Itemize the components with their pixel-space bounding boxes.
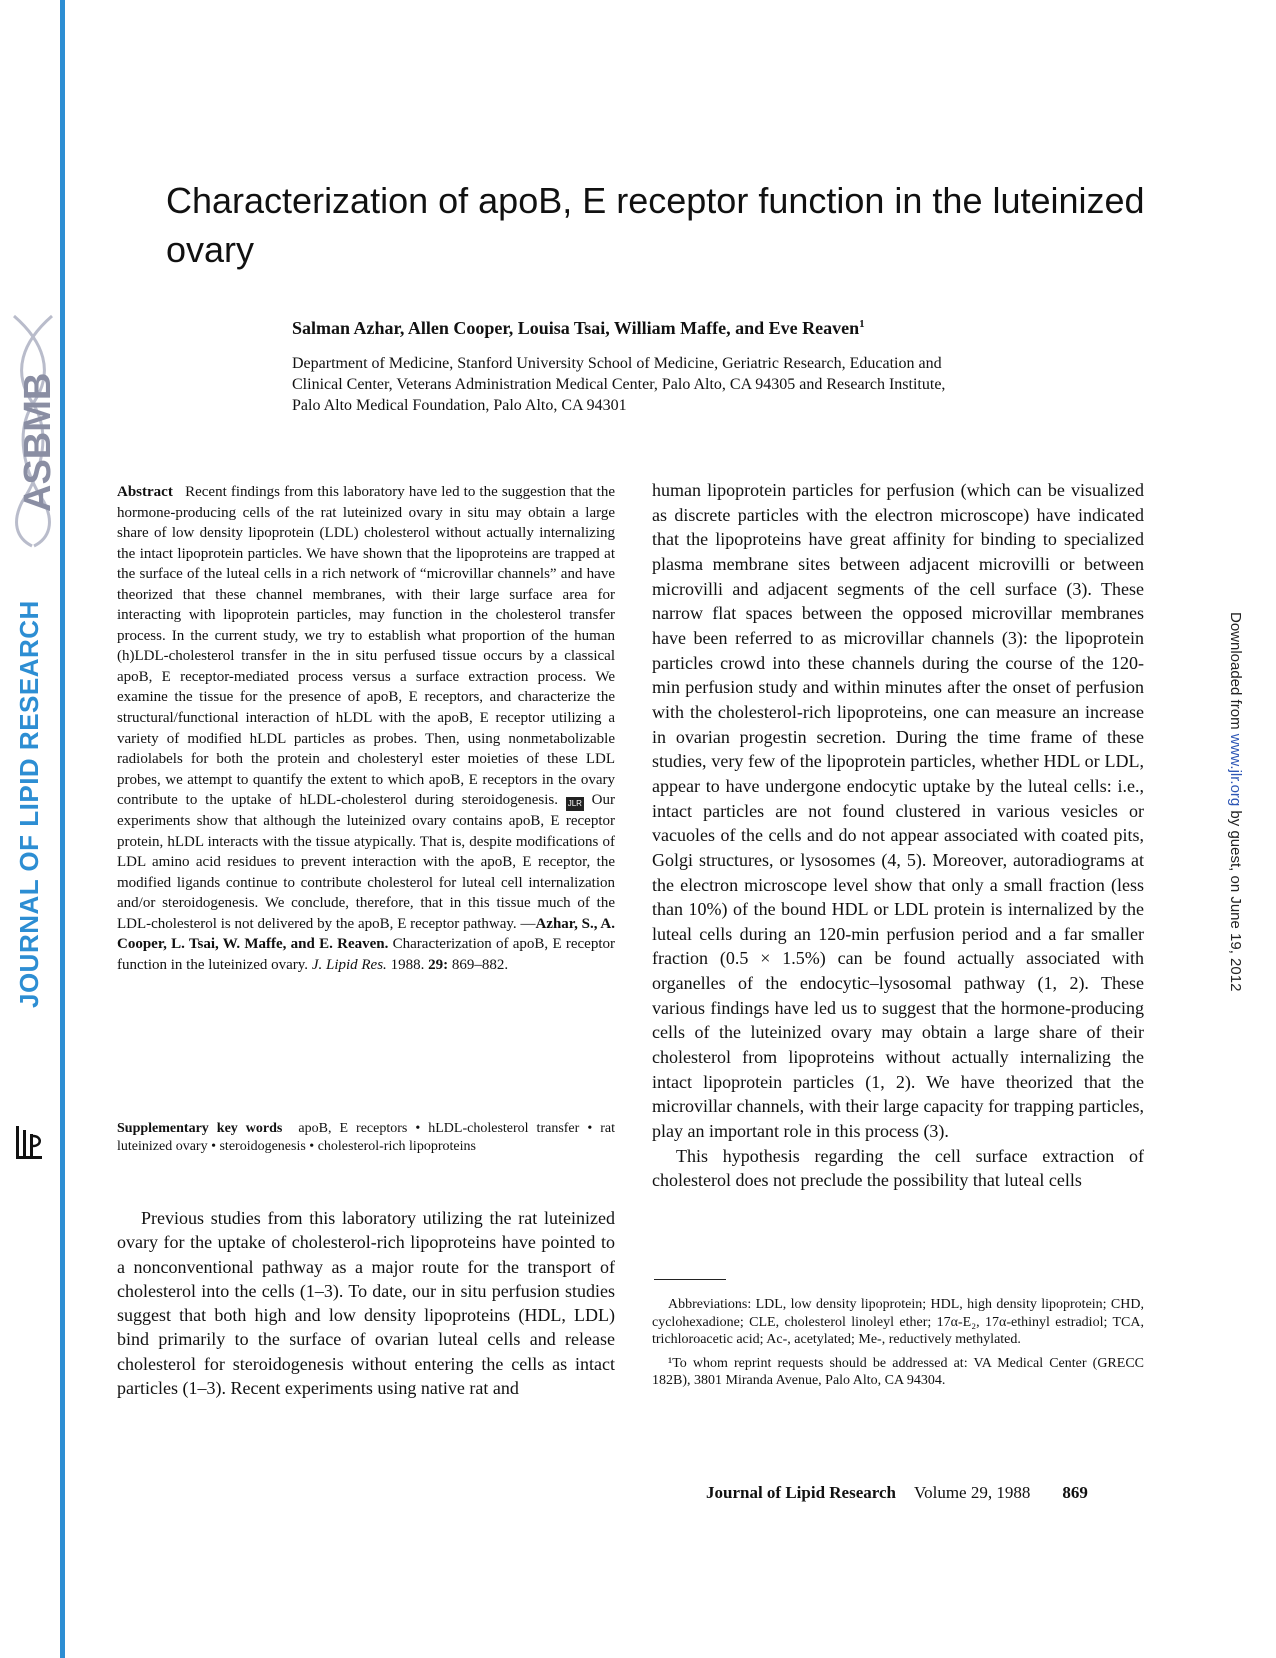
footer-journal: Journal of Lipid Research xyxy=(706,1483,897,1502)
download-prefix: Downloaded from xyxy=(1227,612,1244,734)
supplementary-keywords xyxy=(117,1120,615,1155)
affiliation-line-3: Palo Alto Medical Foundation, Palo Alto, CA 94301 xyxy=(292,397,627,414)
download-suffix: by guest, on June 19, 2012 xyxy=(1227,806,1244,992)
affiliation-line-2: Clinical Center, Veterans Administration Medical Center, Palo Alto, CA 94305 and Research Institute, xyxy=(292,376,946,393)
footnotes xyxy=(652,1296,1144,1396)
keywords-text: apoB, E receptors • hLDL-cholesterol transfer • rat luteinized ovary • steroidogenesis • cholesterol-rich lipoproteins xyxy=(117,1121,616,1154)
author-list xyxy=(292,318,865,339)
article-title: Characterization of apoB, E receptor function in the luteinized ovary xyxy=(166,180,1145,270)
authors-text: Salman Azhar, Allen Cooper, Louisa Tsai, William Maffe, and Eve Reaven xyxy=(292,318,860,338)
body-right-paragraph-1: human lipoprotein particles for perfusion (which can be visualized as discrete particles with the electron microscope) have indicated that the lipoproteins have great affinity for binding to specialized plasma membrane sites between adjacent microvilli or between microvilli and adjacent segments of the cell surface (3). These narrow flat spaces between the opposed microvillar membranes have been referred to as microvillar channels (3): the lipoprotein particles crowd into these channels during the course of the 120-min perfusion study and within minutes after the onset of perfusion with the cholesterol-rich lipoproteins, one can measure an increase in ovarian progestin secretion. During the time frame of these studies, very few of the lipoprotein particles, whether HDL or LDL, appear to have undergone endocytic uptake by the luteal cells: i.e., intact particles are not found clustered in various vesicles or vacuoles of the cells and do not appear associated with coated pits, Golgi structures, or lysosomes (4, 5). Moreover, autoradiograms at the electron microscope level show that only a small fraction (less than 10%) of the bound HDL or LDL protein is internalized by the luteal cells during an 120-min perfusion period and a far smaller fraction (0.5 × 1.5%) can be found actually associated with organelles of the endocytic–lysosomal pathway (1, 2). These various findings have led us to suggest that the hormone-producing cells of the luteinized ovary may obtain a large share of their cholesterol from lipoproteins without actually internalizing the intact lipoprotein particles (1, 2). We have theorized that the microvillar channels, with their large capacity for trapping particles, play an important role in this process (3). xyxy=(652,480,1144,1142)
footer-page-number: 869 xyxy=(1062,1483,1088,1502)
author-footnote-mark: 1 xyxy=(859,318,865,330)
abstract-text-2: Our experiments show that although the luteinized ovary contains apoB, E receptor protein, hLDL interacts with the tissue atypically. That is, despite modifications of LDL amino acid residues to prevent interaction with the apoB, E receptor, the modified ligands continue to contribute cholesterol for luteal cell internalization and/or steroidogenesis. We conclude, therefore, that in this tissue much of the LDL-cholesterol is not delivered by the apoB, E receptor pathway. — xyxy=(117,792,616,932)
download-link[interactable]: www.jlr.org xyxy=(1227,733,1244,807)
asbmb-logo-text: ASBMB xyxy=(17,372,59,512)
abstract-label: Abstract xyxy=(117,484,173,500)
body-right-paragraph-2: This hypothesis regarding the cell surface extraction of cholesterol does not preclude the possibility that luteal cells xyxy=(652,1145,1144,1191)
citation-year: 1988. xyxy=(386,957,429,974)
citation-volume: 29: xyxy=(428,957,449,974)
footer-volume: Volume 29, 1988 xyxy=(914,1483,1031,1502)
footnote-abbreviations: Abbreviations: LDL, low density lipoprotein; HDL, high density lipoprotein; CHD, cyclohexadione; CLE, cholesterol linoleyl ether; 17α-E₂, 17α-ethinyl estradiol; TCA, trichloroacetic acid; Ac-, acetylated; Me-, reductively methylated. xyxy=(652,1297,1144,1347)
abstract xyxy=(117,482,615,976)
body-text-right xyxy=(652,478,1144,1193)
jlr-mark-text: JLR xyxy=(14,1124,16,1125)
citation-pages: 869–882. xyxy=(448,957,509,974)
footnote-rule xyxy=(654,1279,726,1280)
asbmb-logo xyxy=(4,312,62,548)
page-footer xyxy=(706,1483,1088,1503)
jlr-mark-icon xyxy=(14,1124,44,1162)
jlr-supplement-icon[interactable]: JLR xyxy=(566,797,584,811)
citation-title: Characterization of apoB, E receptor function in the luteinized ovary. xyxy=(117,936,615,974)
journal-vertical-title: JOURNAL OF LIPID RESEARCH xyxy=(14,600,44,1008)
citation-journal: J. Lipid Res. xyxy=(311,957,387,974)
affiliation xyxy=(292,353,1122,416)
body-text-left: Previous studies from this laboratory utilizing the rat luteinized ovary for the uptake of cholesterol-rich lipoproteins have pointed to a nonconventional pathway as a major route for the transport of cholesterol into the cells (1–3). To date, our in situ perfusion studies suggest that both high and low density lipoproteins (HDL, LDL) bind primarily to the surface of ovarian luteal cells and release cholesterol for steroidogenesis without entering the cells as intact particles (1–3). Recent experiments using native rat and xyxy=(117,1208,615,1399)
affiliation-line-1: Department of Medicine, Stanford University School of Medicine, Geriatric Research, Education and xyxy=(292,355,942,372)
left-accent-bar xyxy=(60,0,65,1658)
abstract-text-1: Recent findings from this laboratory have led to the suggestion that the hormone-producing cells of the rat luteinized ovary in situ may obtain a large share of low density lipoprotein (LDL) cholesterol without actually internalizing the intact lipoprotein particles. We have shown that the lipoproteins are trapped at the surface of the luteal cells in a rich network of “microvillar channels” and have theorized that these channel membranes, with their large surface area for interacting with lipoprotein particles, may function in the cholesterol transfer process. In the current study, we try to establish what proportion of the human (h)LDL-cholesterol transfer in the in situ perfused tissue occurs by a classical apoB, E receptor-mediated process versus a surface extraction process. We examine the tissue for the presence of apoB, E receptors, and characterize the structural/functional interaction of hLDL with the apoB, E receptor utilizing a variety of modified hLDL particles as probes. Then, using nonmetabolizable radiolabels for both the protein and cholesteryl ester moieties of these LDL probes, we attempt to quantify the extent to which apoB, E receptors in the ovary contribute to the uptake of hLDL-cholesterol during steroidogenesis. xyxy=(117,484,616,809)
download-notice xyxy=(1227,612,1244,991)
footnote-reprint: ¹To whom reprint requests should be addressed at: VA Medical Center (GRECC 182B), 3801 Miranda Avenue, Palo Alto, CA 94304. xyxy=(652,1355,1144,1388)
citation-authors: Azhar, S., A. Cooper, L. Tsai, W. Maffe, and E. Reaven. xyxy=(117,915,615,953)
keywords-label: Supplementary key words xyxy=(117,1121,283,1136)
